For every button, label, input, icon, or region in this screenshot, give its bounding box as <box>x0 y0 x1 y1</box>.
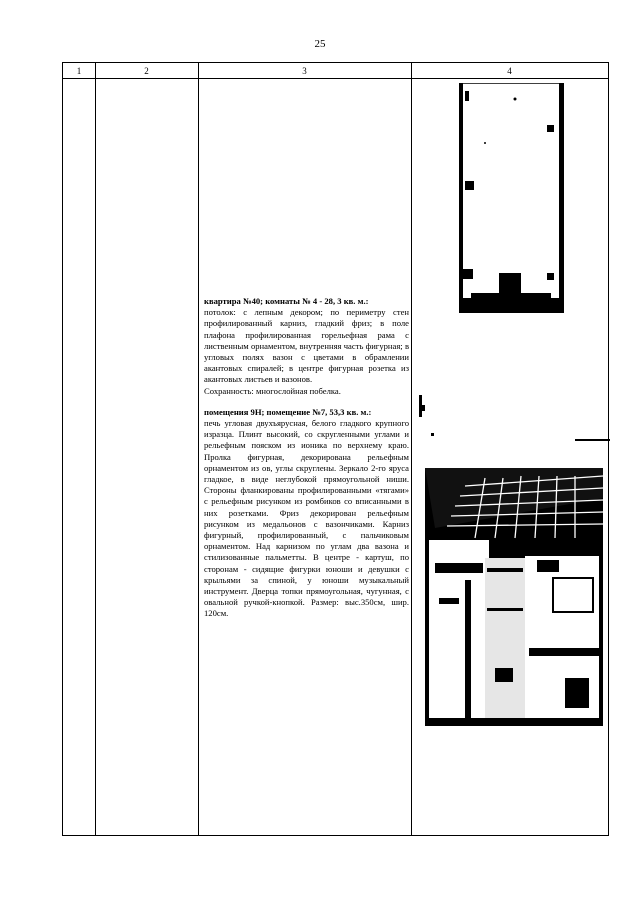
ceiling-photo <box>459 83 564 313</box>
entry-title: квартира №40; комнаты № 4 - 28, 3 кв. м.: <box>204 296 369 306</box>
stove-photo <box>425 468 603 726</box>
column-divider <box>95 63 96 835</box>
entry-condition: Сохранность: многослойная побелка. <box>204 385 341 396</box>
column-header-1: 1 <box>76 66 82 76</box>
column-divider <box>411 63 412 835</box>
column-header-3: 3 <box>302 66 307 76</box>
inventory-table <box>62 62 609 836</box>
entry-title: помещения 9Н; помещение №7, 53,3 кв. м.: <box>204 406 372 417</box>
description-cell <box>204 296 409 620</box>
column-header-2: 2 <box>144 66 149 76</box>
detail-photo-fragment <box>415 393 610 443</box>
entry-description: печь угловая двухъярусная, белого гладкого крупного изразца. Плинт высокий, со скругленными углами и рельефным пояском из ионика по верхнему краю. Пролка фигурная, декорирована рельефным орнаментом из ов, углы скруглены. Зеркало 2-го яруса гладкое, в виде неглубокой прямоугольной ниши. Стороны фланкированы профилированными «тягами» с рельефным рисунком из ромбиков со вписанными в них розетками. Фриз декорирован рельефным рисунком из медальонов с вазончиками. Карниз фигурный, профилированный, с пальчиковым орнаментом. Над карнизом по углам два вазона и стилизованные пальметты. В центре - картуш, по сторонам - сидящие фигурки юноши и девушки с крыльями за спиной, у юноши музыкальный инструмент. Дверца топки прямоугольная, чугунная, с овальной ручкой-кнопкой. Размер: выс.350см, шир. 120см. <box>204 418 409 619</box>
column-divider <box>198 63 199 835</box>
column-header-4: 4 <box>507 66 512 76</box>
page-number: 25 <box>314 38 326 50</box>
entry-description: потолок: с лепным декором; по периметру стен профилированный карниз, гладкий фриз; в поле плафона профилированная горельефная рама с лиственным орнаментом, внутренняя часть фигурная; в угловых полях вазон с цветами в обрамлении акантовых спиралей; в центре фигурная розетка из акантовых листьев и вазонов. <box>204 307 409 385</box>
header-divider <box>63 78 608 79</box>
